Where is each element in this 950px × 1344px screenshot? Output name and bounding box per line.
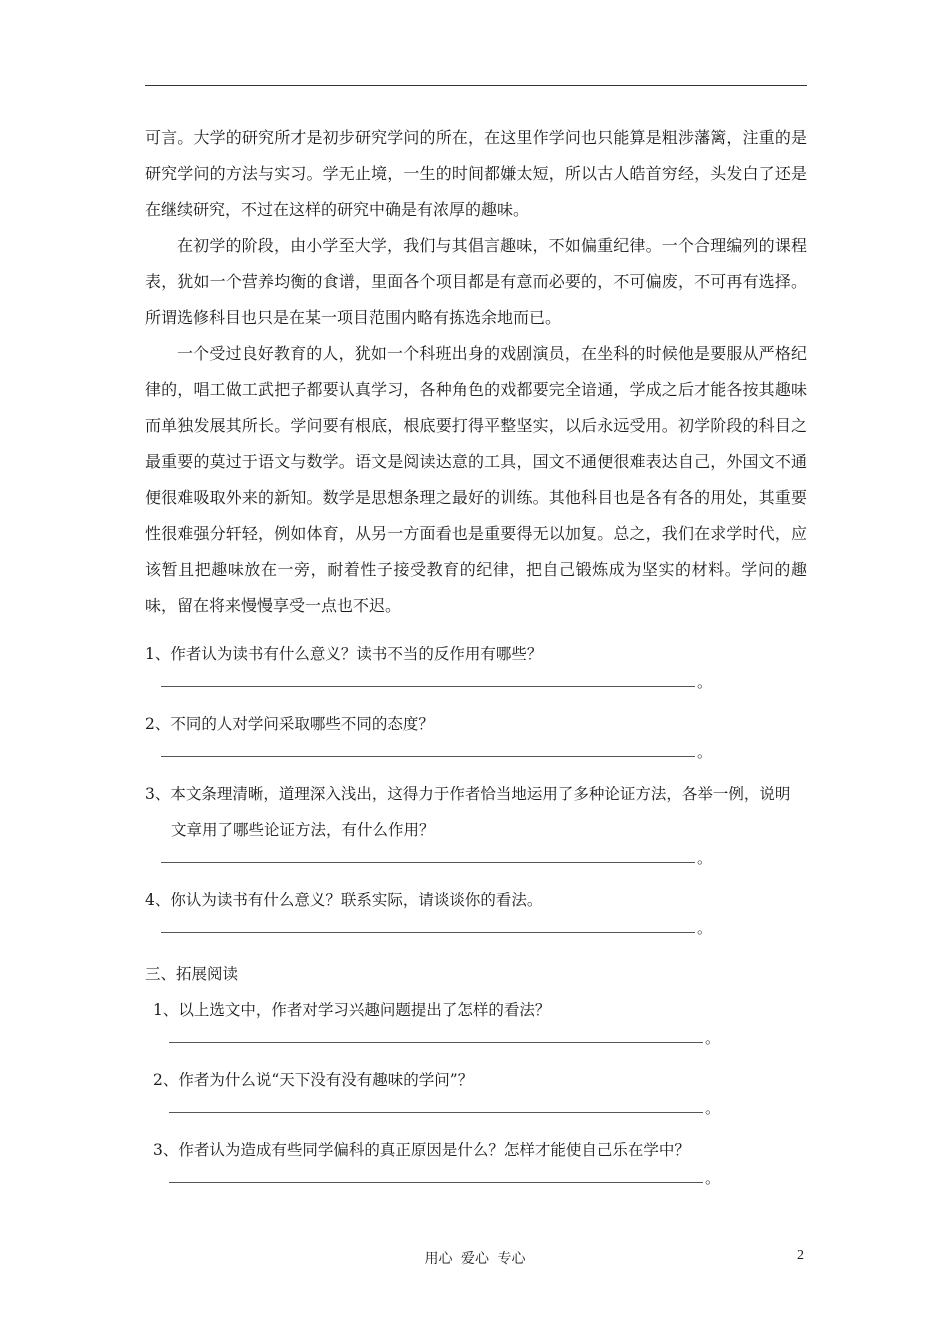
section-title: 三、拓展阅读 bbox=[145, 965, 239, 983]
extension-questions bbox=[145, 992, 825, 1202]
answer-blank[interactable]: 。 bbox=[145, 742, 825, 776]
questions-section bbox=[145, 636, 825, 1202]
answer-blank[interactable]: 。 bbox=[145, 1028, 825, 1062]
question-text: 3、本文条理清晰，道理深入浅出，这得力于作者恰当地运用了多种论证方法，各举一例，说明 bbox=[145, 785, 791, 803]
paragraph-1: 可言。大学的研究所才是初步研究学问的所在，在这里作学问也只能算是粗涉藩篱，注重的是研究学问的方法与实习。学无止境，一生的时间都嫌太短，所以古人皓首穷经，头发白了还是在继续研究，不过在这样的研究中确是有浓厚的趣味。 bbox=[145, 128, 807, 219]
question-text: 3、作者认为造成有些同学偏科的真正原因是什么？怎样才能使自己乐在学中？ bbox=[153, 1141, 690, 1159]
page-number: 2 bbox=[797, 1248, 804, 1263]
question-text: 2、不同的人对学问采取哪些不同的态度？ bbox=[145, 715, 434, 733]
ext-question-1 bbox=[145, 992, 825, 1062]
answer-blank[interactable]: 。 bbox=[145, 918, 825, 952]
question-2 bbox=[145, 706, 825, 776]
article-body bbox=[145, 120, 807, 624]
answer-blank[interactable]: 。 bbox=[145, 1168, 825, 1202]
paragraph-3: 一个受过良好教育的人，犹如一个科班出身的戏剧演员，在坐科的时候他是要服从严格纪律的，唱工做工武把子都要认真学习，各种角色的戏都要完全谙通，学成之后才能各按其趣味而单独发展其所长。学问要有根底，根底要打得平整坚实，以后永远受用。初学阶段的科目之最重要的莫过于语文与数学。语文是阅读达意的工具，国文不通便很难表达自己，外国文不通便很难吸取外来的新知。数学是思想条理之最好的训练。其他科目也是各有各的用处，其重要性很难强分轩轻，例如体育，从另一方面看也是重要得无以加复。总之，我们在求学时代，应该暂且把趣味放在一旁，耐着性子接受教育的纪律，把自己锻炼成为坚实的材料。学问的趣味，留在将来慢慢享受一点也不迟。 bbox=[145, 344, 807, 615]
header-rule bbox=[145, 85, 807, 86]
paragraph-2: 在初学的阶段，由小学至大学，我们与其倡言趣味，不如偏重纪律。一个合理编列的课程表，犹如一个营养均衡的食谱，里面各个项目都是有意而必要的，不可偏废，不可再有选择。所谓选修科目也只是在某一项目范围内略有拣选余地而已。 bbox=[145, 236, 807, 327]
question-text: 4、你认为读书有什么意义？联系实际，请谈谈你的看法。 bbox=[145, 891, 543, 909]
question-text: 1、作者认为读书有什么意义？读书不当的反作用有哪些？ bbox=[145, 645, 543, 663]
question-1 bbox=[145, 636, 825, 706]
ext-question-2 bbox=[145, 1062, 825, 1132]
page-footer: 用心 爱心 专心 bbox=[424, 1251, 526, 1267]
question-4 bbox=[145, 882, 825, 952]
answer-blank[interactable]: 。 bbox=[145, 672, 825, 706]
ext-question-3 bbox=[145, 1132, 825, 1202]
question-text-continued: 文章用了哪些论证方法，有什么作用？ bbox=[171, 821, 435, 839]
answer-blank[interactable]: 。 bbox=[145, 1098, 825, 1132]
question-3 bbox=[145, 776, 825, 882]
question-text: 1、以上选文中，作者对学习兴趣问题提出了怎样的看法？ bbox=[153, 1001, 551, 1019]
question-text: 2、作者为什么说“天下没有没有趣味的学问”？ bbox=[153, 1071, 474, 1089]
answer-blank[interactable]: 。 bbox=[145, 848, 825, 882]
